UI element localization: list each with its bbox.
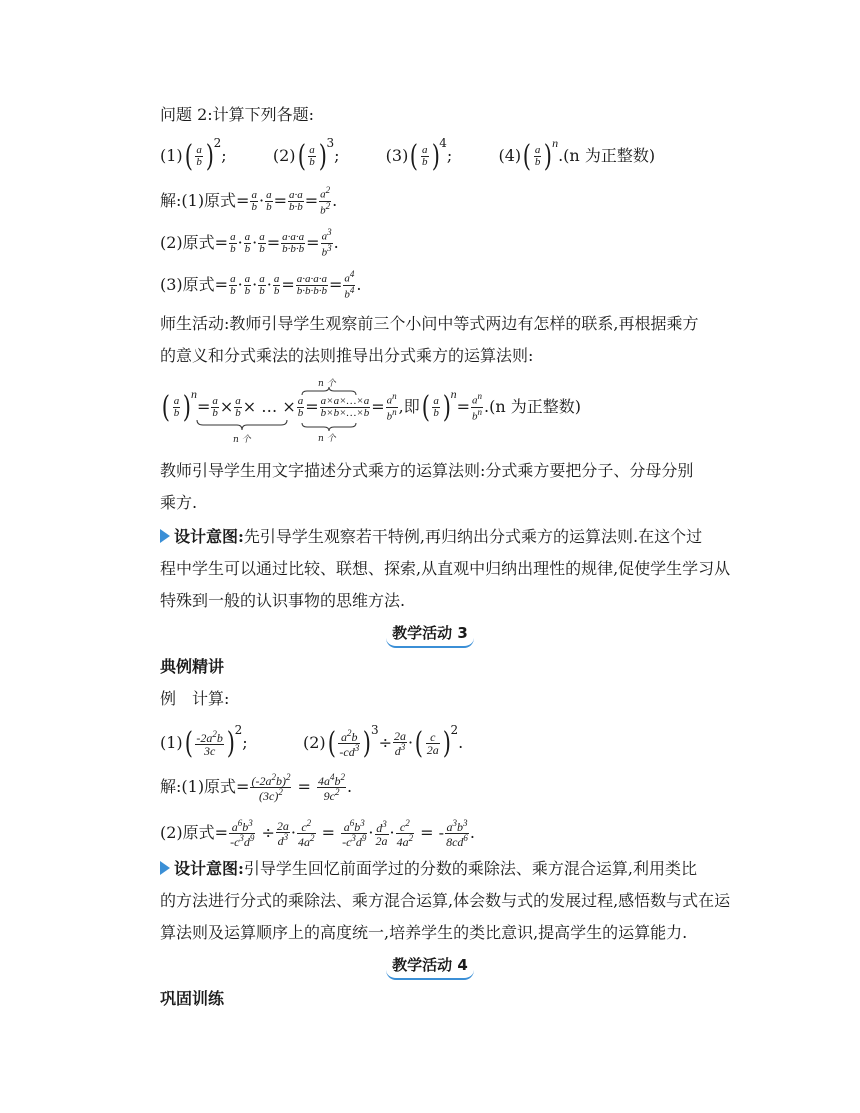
problem2-title: 问题 2:计算下列各题: <box>160 105 315 124</box>
activity-4-heading: 教学活动 4 <box>0 954 860 980</box>
example-2: (2)( $\frac{a^2b}{-cd^3}$ )$^3$÷ $\frac{2a}{d^3}$ ·( $\frac{c}{2a}$ )$^2$. <box>303 723 464 761</box>
triangle-marker-icon <box>160 861 170 875</box>
solution-line-3: (3)原式= $\frac{a}{b}$ · $\frac{a}{b}$ · $\frac{a}{b}$ · $\frac{a}{b}$ = $\frac{a\cdot a\cdot a\cdot a}{b\cdot b\cdot b\cdot b}$ = $\frac{a^4}{b^4}$ . <box>160 269 362 301</box>
solution-line-2: (2)原式= $\frac{a}{b}$ · $\frac{a}{b}$ · $\frac{a}{b}$ = $\frac{a\cdot a\cdot a}{b\cdot b\cdot b}$ = $\frac{a^3}{b^3}$ . <box>160 227 339 259</box>
activity-3-heading: 教学活动 3 <box>0 622 860 648</box>
underbrace-denominator-label: n 个 <box>318 434 336 444</box>
activity-line-2: 的意义和分式乘法的法则推导出分式乘方的运算法则: <box>160 346 534 365</box>
design-intent-2-line-3: 算法则及运算顺序上的高度统一,培养学生的类比意识,提高学生的运算能力. <box>160 923 688 942</box>
activity-line-1: 师生活动:教师引导学生观察前三个小问中等式两边有怎样的联系,再根据乘方 <box>160 314 699 333</box>
example-solution-2: (2)原式= $\frac{a^6b^3}{-c^3d^9}$ ÷ $\frac{2a}{d^3}$ · $\frac{c^2}{4a^2}$ = $\frac{a^6b^3}{-c^3d^9}$ · $\frac{d^3}{2a}$ · $\frac{c^2}{4a^2}$ = - $\frac{a^3b^3}{8cd^6}$ . <box>160 818 475 849</box>
design-intent-1-line-3: 特殊到一般的认识事物的思维方法. <box>160 591 406 610</box>
design-intent-2: 设计意图:引导学生回忆前面学过的分数的乘除法、乘方混合运算,利用类比 <box>160 858 697 880</box>
solution-line-1: 解:(1)原式= $\frac{a}{b}$ · $\frac{a}{b}$ = $\frac{a\cdot a}{b\cdot b}$ = $\frac{a^2}{b^2}$ . <box>160 185 338 217</box>
example-solution-1: 解:(1)原式= $\frac{(-2a^2b)^2}{(3c)^2}$ = $\frac{4a^4b^2}{9c^2}$ . <box>160 772 353 803</box>
examples-heading: 典例精讲 <box>160 657 225 676</box>
triangle-marker-icon <box>160 529 170 543</box>
design-intent-2-line-2: 的方法进行分式的乘除法、乘方混合运算,体会数与式的发展过程,感悟数与式在运 <box>160 891 731 910</box>
underbrace-factors <box>195 418 290 432</box>
practice-heading: 巩固训练 <box>160 989 225 1008</box>
power-rule-formula: ( $\frac{a}{b}$ )$^n$= $\frac{a}{b}$ × $\frac{a}{b}$ × … × $\frac{a}{b}$ = $\frac{a\times a\times\dots\times a}{b\times b\times\dots\times b}$ = $\frac{a^n}{b^n}$ ,即( $\frac{a}{b}$ )$^n$= $\frac{a^n}{b^n}$ .(n 为正整数) <box>161 387 582 425</box>
overbrace-label: n 个 <box>318 379 336 389</box>
design-intent-1: 设计意图:先引导学生观察若干特例,再归纳出分式乘方的运算法则.在这个过 <box>160 526 702 548</box>
design-intent-1-line-2: 程中学生可以通过比较、联想、探索,从直观中归纳出理性的规律,促使学生学习从 <box>160 559 731 578</box>
rule-line-2: 乘方. <box>160 493 198 512</box>
examples-intro: 例 计算: <box>160 689 230 708</box>
example-1: (1)( $\frac{-2a^2b}{3c}$ )$^2$; <box>160 723 248 761</box>
problem2-items: (1)( $\frac{a}{b}$ )$^2$; (2)( $\frac{a}{b}$ )$^3$; (3)( $\frac{a}{b}$ )$^4$; (4)( $\frac{a}{b}$ )$^n$.(n 为正整数) <box>160 136 656 174</box>
rule-line-1: 教师引导学生用文字描述分式乘方的运算法则:分式乘方要把分子、分母分别 <box>160 461 694 480</box>
underbrace-label: n 个 <box>233 435 251 445</box>
